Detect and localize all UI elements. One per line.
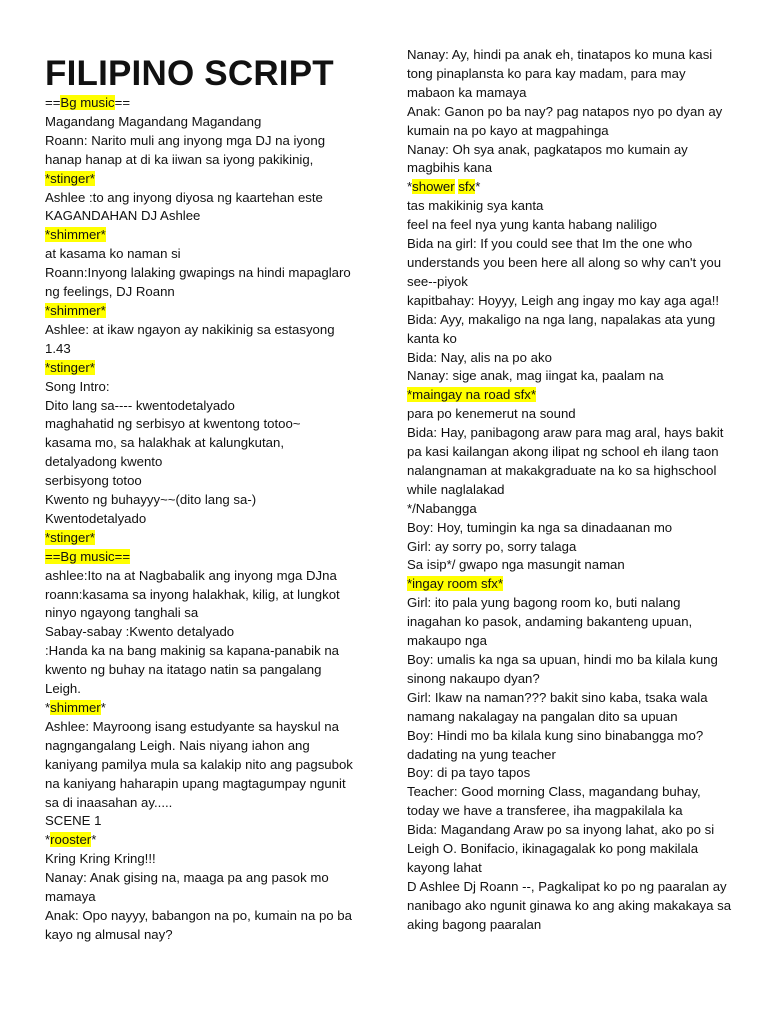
script-line bbox=[45, 453, 360, 472]
script-line bbox=[407, 424, 732, 481]
script-line bbox=[407, 500, 732, 519]
script-text: Kwentodetalyado bbox=[45, 510, 147, 526]
script-line bbox=[45, 718, 360, 813]
highlighted-cue: *shimmer* bbox=[45, 302, 106, 318]
script-text: Bida: Hay, panibagong araw para mag aral, hays bakit pa kasi kailangan akong ilipat ng school eh ilang taon nalangnaman at makakgraduate na ko sa highschool bbox=[407, 425, 724, 478]
highlighted-cue: *maingay na road sfx* bbox=[407, 387, 537, 403]
script-text: * bbox=[100, 700, 106, 715]
script-line bbox=[45, 907, 360, 945]
script-line bbox=[45, 434, 360, 453]
script-line bbox=[407, 821, 732, 878]
script-line bbox=[407, 594, 732, 651]
script-line bbox=[45, 510, 360, 529]
script-text: Magandang Magandang Magandang bbox=[45, 113, 262, 129]
script-line bbox=[407, 575, 732, 594]
script-text: Nanay: Ay, hindi pa anak eh, tinatapos ko muna kasi tong pinaplansta ko para kay madam, para may mabaon ka mamaya bbox=[407, 47, 713, 100]
script-line bbox=[407, 197, 732, 216]
script-text: Girl: ito pala yung bagong room ko, buti nalang inagahan ko pasok, andaming bakanteng upuan, makaupo nga bbox=[407, 595, 693, 649]
script-line bbox=[407, 764, 732, 783]
script-text: Bida: Nay, alis na po ako bbox=[407, 349, 552, 365]
highlighted-cue: rooster bbox=[50, 832, 92, 848]
script-line bbox=[407, 538, 732, 557]
script-line bbox=[407, 311, 732, 349]
script-text: Sabay-sabay :Kwento detalyado bbox=[45, 624, 235, 640]
script-line bbox=[407, 178, 732, 197]
script-text: Nanay: sige anak, mag iingat ka, paalam na bbox=[407, 368, 664, 384]
script-line bbox=[45, 397, 360, 416]
script-text: Ashlee :to ang inyong diyosa ng kaartehan este KAGANDAHAN DJ Ashlee bbox=[45, 189, 323, 224]
script-line bbox=[407, 878, 732, 935]
script-text: Nanay: Oh sya anak, pagkatapos mo kumain ay magbihis kana bbox=[407, 141, 688, 176]
script-line bbox=[45, 586, 360, 624]
highlighted-cue: shimmer bbox=[50, 700, 101, 715]
script-line bbox=[45, 378, 360, 397]
script-line bbox=[45, 529, 360, 548]
script-text: SCENE 1 bbox=[45, 813, 102, 829]
script-text: kapitbahay: Hoyyy, Leigh ang ingay mo kay aga aga!! bbox=[407, 292, 720, 308]
highlighted-cue: shower bbox=[412, 179, 455, 195]
highlighted-cue: sfx bbox=[458, 179, 476, 195]
script-line bbox=[407, 481, 732, 500]
script-line bbox=[45, 812, 360, 831]
highlighted-cue: Bg music bbox=[60, 95, 115, 110]
script-text: Teacher: Good morning Class, magandang buhay, today we have a transferee, iha magpakilala ka bbox=[407, 784, 701, 819]
script-text: Ashlee: at ikaw ngayon ay nakikinig sa estasyong 1.43 bbox=[45, 321, 335, 356]
script-line bbox=[45, 642, 360, 699]
script-text: D Ashlee Dj Roann --, Pagkalipat ko po ng paaralan ay nanibago ako ngunit ginawa ko ang aking makakaya sa aking bagong paaralan bbox=[407, 878, 732, 932]
script-line bbox=[407, 386, 732, 405]
script-text: Bida: Magandang Araw po sa inyong lahat, ako po si Leigh O. Bonifacio, ikinagagalak ko pong makilala kayong lahat bbox=[407, 822, 715, 875]
script-line bbox=[45, 189, 360, 227]
script-text: Nanay: Anak gising na, maaga pa ang pasok mo mamaya bbox=[45, 870, 329, 905]
script-text: == bbox=[45, 95, 61, 110]
script-line bbox=[407, 727, 732, 765]
script-text: Sa isip*/ gwapo nga masungit naman bbox=[407, 557, 625, 573]
script-text: para po kenemerut na sound bbox=[407, 406, 576, 422]
script-text: Song Intro: bbox=[45, 378, 110, 394]
script-text: tas makikinig sya kanta bbox=[407, 198, 544, 214]
script-line bbox=[45, 850, 360, 869]
script-line bbox=[45, 113, 360, 132]
script-line bbox=[407, 46, 732, 103]
script-text: Girl: Ikaw na naman??? bakit sino kaba, tsaka wala namang nakalagay na pangalan dito sa upuan bbox=[407, 689, 708, 724]
script-text: kasama mo, sa halakhak at kalungkutan, bbox=[45, 435, 284, 451]
script-text: roann:kasama sa inyong halakhak, kilig, at lungkot ninyo ngayong tanghali sa bbox=[45, 586, 340, 621]
script-line bbox=[45, 321, 360, 359]
script-text: while naglalakad bbox=[407, 481, 505, 497]
script-line bbox=[407, 783, 732, 821]
highlighted-cue: *stinger* bbox=[45, 359, 95, 375]
script-text: Boy: Hindi mo ba kilala kung sino binabangga mo? dadating na yung teacher bbox=[407, 727, 704, 762]
script-text: == bbox=[114, 95, 131, 110]
script-line bbox=[45, 245, 360, 264]
script-line bbox=[45, 359, 360, 378]
script-line bbox=[45, 264, 360, 302]
script-text: Roann: Narito muli ang inyong mga DJ na iyong hanap hanap at di ka iiwan sa iyong pakikinig, bbox=[45, 132, 326, 167]
script-text: Girl: ay sorry po, sorry talaga bbox=[407, 538, 577, 554]
script-text: :Handa ka na bang makinig sa kapana-panabik na kwento ng buhay na itatago natin sa pangalang Leigh. bbox=[45, 643, 339, 697]
script-text: Bida na girl: If you could see that Im the one who understands you been here all along so why can't you see--piyok bbox=[407, 236, 722, 289]
script-line bbox=[45, 548, 360, 567]
script-line bbox=[45, 831, 360, 850]
script-text: at kasama ko naman si bbox=[45, 246, 181, 262]
right-column-body bbox=[407, 46, 732, 935]
script-line bbox=[407, 235, 732, 292]
script-text: * bbox=[407, 179, 413, 195]
script-text: Roann:Inyong lalaking gwapings na hindi mapaglaro ng feelings, DJ Roann bbox=[45, 265, 351, 300]
script-text: * bbox=[91, 832, 97, 848]
script-line bbox=[45, 699, 360, 718]
highlighted-cue: *stinger* bbox=[45, 529, 95, 545]
left-column bbox=[45, 0, 360, 945]
left-column-body bbox=[45, 94, 360, 945]
script-text: * bbox=[45, 832, 51, 848]
script-line bbox=[45, 226, 360, 245]
script-line bbox=[45, 302, 360, 321]
script-line bbox=[45, 567, 360, 586]
script-line bbox=[45, 869, 360, 907]
script-text: maghahatid ng serbisyo at kwentong totoo~ bbox=[45, 416, 301, 432]
script-text: Bida: Ayy, makaligo na nga lang, napalakas ata yung kanta ko bbox=[407, 311, 716, 346]
script-line bbox=[407, 405, 732, 424]
script-text: * bbox=[45, 700, 51, 715]
script-text: Anak: Opo nayyy, babangon na po, kumain na po ba kayo ng almusal nay? bbox=[45, 907, 352, 942]
script-line bbox=[407, 689, 732, 727]
script-line bbox=[407, 216, 732, 235]
script-line bbox=[407, 141, 732, 179]
script-text: Kwento ng buhayyy~~(dito lang sa-) bbox=[45, 492, 257, 508]
highlighted-cue: *stinger* bbox=[45, 170, 95, 186]
right-column bbox=[407, 0, 732, 935]
script-line bbox=[45, 623, 360, 642]
script-text: detalyadong kwento bbox=[45, 454, 163, 470]
script-text: Boy: di pa tayo tapos bbox=[407, 765, 531, 781]
highlighted-cue: *shimmer* bbox=[45, 227, 106, 243]
script-text: * bbox=[475, 179, 481, 195]
script-text: Anak: Ganon po ba nay? pag natapos nyo po dyan ay kumain na po kayo at magpahinga bbox=[407, 103, 723, 138]
script-line bbox=[45, 491, 360, 510]
highlighted-cue: ==Bg music== bbox=[45, 548, 131, 564]
script-text: Ashlee: Mayroong isang estudyante sa hayskul na nagngangalang Leigh. Nais niyang iahon ang kaniyang pamilya mula sa kalakip nito ang pagsubok na kaniyang haharapin upang magtagumpay ngunit sa di inaasahan ay..... bbox=[45, 718, 353, 810]
script-text: Boy: umalis ka nga sa upuan, hindi mo ba kilala kung sinong nakaupo dyan? bbox=[407, 652, 718, 686]
script-line bbox=[407, 103, 732, 141]
script-text: feel na feel nya yung kanta habang naliligo bbox=[407, 217, 658, 233]
script-line bbox=[407, 367, 732, 386]
highlighted-cue: *ingay room sfx* bbox=[407, 576, 504, 592]
script-line bbox=[407, 556, 732, 575]
script-text: Boy: Hoy, tumingin ka nga sa dinadaanan mo bbox=[407, 519, 673, 535]
script-text: */Nabangga bbox=[407, 500, 477, 516]
script-line bbox=[45, 472, 360, 491]
script-line bbox=[407, 349, 732, 368]
script-line bbox=[45, 94, 360, 113]
script-line bbox=[407, 519, 732, 538]
document-title: FILIPINO SCRIPT bbox=[45, 54, 334, 93]
script-line bbox=[45, 415, 360, 434]
script-text: serbisyong totoo bbox=[45, 473, 142, 489]
script-line bbox=[407, 651, 732, 689]
script-text: ashlee:Ito na at Nagbabalik ang inyong mga DJna bbox=[45, 567, 337, 583]
script-text: Kring Kring Kring!!! bbox=[45, 851, 156, 867]
script-line bbox=[407, 292, 732, 311]
script-line bbox=[45, 170, 360, 189]
script-line bbox=[45, 132, 360, 170]
script-text: Dito lang sa---- kwentodetalyado bbox=[45, 397, 235, 413]
